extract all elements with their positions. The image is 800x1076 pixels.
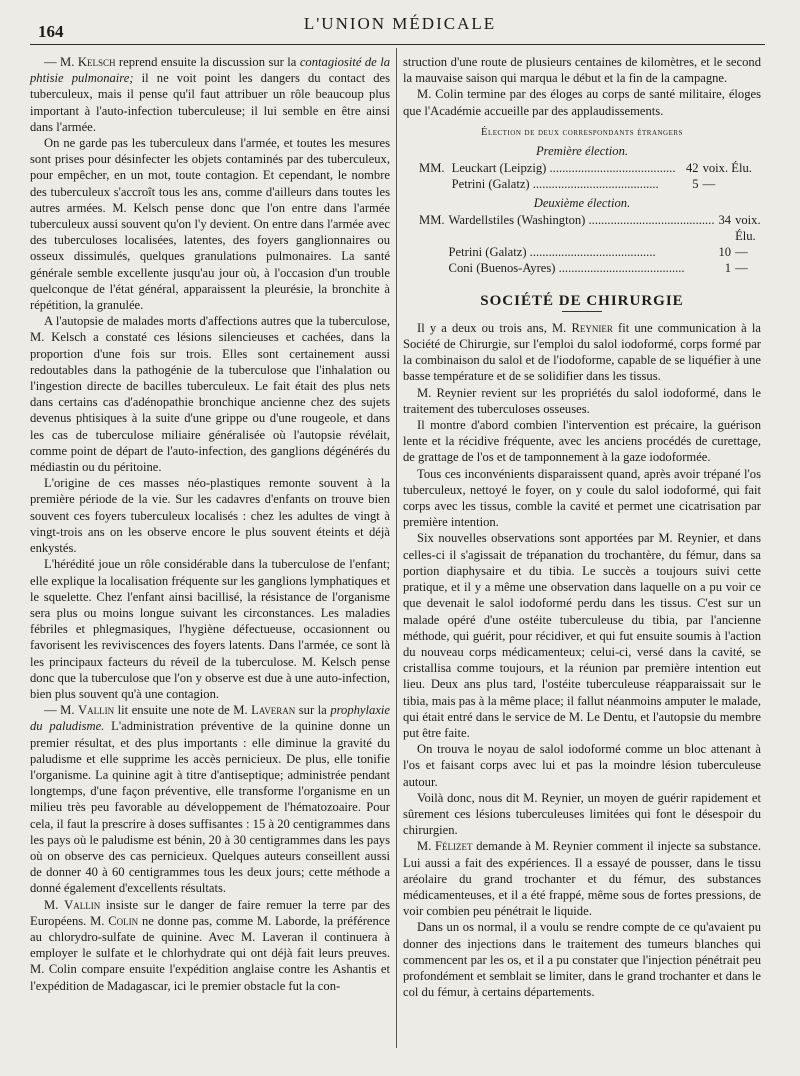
paragraph: Il montre d'abord combien l'intervention est précaire, la guérison lente et la récidive fréquente, avec les anciens procédés de curettage, de grattage de l'os et de tamponnement à la gaze iodoformée. [403,418,761,465]
election-heading: Élection de deux correspondants étrangers [481,126,683,138]
paragraph: Dans un os normal, il a voulu se rendre compte de ce qu'avaient pu donner des injections dans le traitement des tumeurs blanches qui commencent par les os, et il a pu constater que l'injection pénétrait peu profondément et semblait se limiter, dans le grand trochanter et dans le col du fémur, à certains départements. [403,920,761,1000]
column-divider [396,48,397,1048]
election-results-table [417,160,761,192]
election-row: Petrini (Galatz) ..... 10 — [417,244,763,260]
section-rule [562,311,602,312]
election-row: MM. Wardellstiles (Washington) ..... 34 voix. Élu. [417,212,763,244]
paragraph-felizet: M. Félizet demande à M. Reynier comment il injecte sa substance. Lui aussi a fait des expériences. Il a essayé de pousser, dans le tissu aréolaire du grand trochanter et du fémur, des substances médicamenteuses, et il a été frappé, même sous de fortes pressions, de voir combien peu pénétrait le liquide. [403,839,762,919]
paragraph-continued: struction d'une route de plusieurs centaines de kilomètres, et le second la mauvaise saison qui marqua le début et la fin de la campagne. [403,55,761,86]
election-round-title: Deuxième élection. [533,195,631,210]
paragraph-kelsch-intro: — M. Kelsch reprend ensuite la discussion sur la contagiosité de la phtisie pulmonaire; il ne voit point les dangers du contact des tuberculeux, mais il pense qu'il faut attribuer un rôle beaucoup plus important à l'auto-infection tuberculeuse; il lui semble en être ainsi dans l'armée. [30,55,390,134]
election-row: Coni (Buenos-Ayres) ..... 1 — [417,260,763,276]
paragraph: On ne garde pas les tuberculeux dans l'armée, et toutes les mesures sont prises pour désinfecter les objets contaminés par des tuberculeux, pour empêcher, en un mot, toute contagion. Et cependant, le nombre des tuberculeux s'accroît tous les ans, comme d'ailleurs dans toutes les autres armées. M. Kelsch pense donc que l'on entre dans l'armée tuberculeux aussi souvent qu'on l'y devient. On entre dans l'armée avec des tuberculoses localisées, latentes, des foyers ganglionnaires ou osseux dissimulés, quelques granulations pulmonaires. La santé générale semble excellente jusqu'au jour où, à l'occasion d'un trouble quelconque de l'état général, apparaissent la pleurésie, la bronchite à répétition, la granulée. [30,136,390,313]
election-row: Petrini (Galatz) ..... 5 — [417,176,761,192]
right-column [403,54,761,1000]
section-title: SOCIÉTÉ DE CHIRURGIE [480,292,684,309]
paragraph: Voilà donc, nous dit M. Reynier, un moyen de guérir rapidement et sûrement ces lésions tuberculeuses limitées qui font le désespoir du chirurgien. [403,790,761,838]
journal-title: L'UNION MÉDICALE [303,14,497,33]
paragraph: Six nouvelles observations sont apportées par M. Reynier, et dans celles-ci il s'agissait de trépanation du trochantère, du fémur, dans sa portion diaphysaire et du tibia. Le succès a toujours suivi cette pratique, et il y a même une observation dans laquelle on a pu voir ce que devenait le salol iodoformé perdu dans les tissus. C'est sur un malade opéré d'une ostéite tuberculeuse du tibia, par l'ancienne méthode, qui guérit, pour récidiver, et qui fut ensuite soumis à l'action du nouveau corps médicamenteux; celui-ci, versé dans la cavité, se cristallisa comme toujours, et la réunion par première intention eut lieu. Deux ans plus tard, l'ostéite tuberculeuse réapparaissait sur le tibia, mais pas à la même place; il fallut néanmoins amputer le malade, qui était entré dans le service de M. Le Dentu, et l'autopsie du membre put être faite. [403,531,761,740]
election-round-title: Première élection. [535,144,629,159]
paragraph-vallin-insiste: M. Vallin insiste sur le danger de faire remuer la terre par des Européens. M. Colin ne donne pas, comme M. Laborde, la préférence au chlorydro-sulfate de quinine. Avec M. Laveran il continuera à employer le sulfate et le chlorhydrate qui ont déjà fait leurs preuves. M. Colin compare ensuite l'expédition anglaise contre les Ashantis et l'expédition de Madagascar, ici le premier obstacle fut la con- [30,897,391,993]
page-number: 164 [38,22,64,41]
paragraph: M. Reynier revient sur les propriétés du salol iodoformé, dans le traitement des tuberculoses osseuses. [403,385,761,416]
paragraph: A l'autopsie de malades morts d'affections autres que la tuberculose, M. Kelsch a constaté ces lésions silencieuses et cachées, dans la proportion d'une fois sur trois. Elles sont certainement aussi redoutables dans la pathogénie de la tuberculose que l'inhalation ou l'ingestion directe de bacilles tuberculeux. Le fait était des plus nets dans certains cas d'adénopathie bronchique ancienne chez des sujets devenus phtisiques à la suite d'une grippe ou d'une rougeole, et dans les cas de tuberculose miliaire généralisée où l'autopsie révélait, comme point de départ de l'auto-infection, des ganglions dégénérés du médiastin ou du péritoine. [30,314,390,475]
paragraph-vallin-note: — M. Vallin lit ensuite une note de M. Laveran sur la prophylaxie du paludisme. L'administration préventive de la quinine donne un premier résultat, et des plus importants : elle diminue la gravité du paludisme et elle supprime les accès pernicieux. De plus, elle tonifie l'organisme. La quinine agit à titre d'antiseptique; administrée pendant longtemps, d'une façon préventive, elle transforme l'organisme en un milieu très peu favorable au développement de l'hématozoaire. Pour cela, il faut la prescrire à doses suffisantes : 15 à 20 centigrammes dans les pays où le paludisme est bénin, 20 à 30 centigrammes dans les pays où on observe des cas pernicieux. Quelques auteurs conseillent aussi de donner 40 à 60 centigrammes tous les deux jours; cette méthode a donné également d'excellents résultats. [30,703,390,896]
left-column [30,54,390,994]
paragraph: L'origine de ces masses néo-plastiques remonte souvent à la première période de la vie. Sur les cadavres d'enfants on trouve bien souvent ces foyers tuberculeux localisés : chez les adultes de vingt à vingt-trois ans on les observe encore le plus souvent éteints et déjà enkystés. [30,476,390,556]
election-row: MM. Leuckart (Leipzig) ..... 42 voix. Élu. [417,160,761,176]
paragraph: M. Colin termine par des éloges au corps de santé militaire, éloges que l'Académie accueille par des applaudissements. [403,87,761,118]
paragraph: L'hérédité joue un rôle considérable dans la tuberculose de l'enfant; elle explique la localisation fréquente sur les ganglions lymphatiques et le squelette. Chez l'enfant ainsi bacillisé, la résistance de l'organisme sera plus ou moins longue suivant les circonstances. Les maladies fébriles et phlegmasiques, l'hygiène défectueuse, occasionnent ou favorisent les reviviscences des foyers latents. Dans l'armée, ce sont là les principaux facteurs du réveil de la tuberculose. M. Kelsch pense donc que la tuberculose que l'on y observe est due à une auto-infection, bien plus souvent qu'à une contagion. [30,557,390,701]
election-results-table [417,212,763,277]
paragraph: Tous ces inconvénients disparaissent quand, après avoir trépané l'os tuberculeux, nettoyé le foyer, on y coule du salol iodoformé, qui fait corps avec les tissus, comble la cavité et permet une cicatrisation par première intention. [403,466,761,530]
paragraph: On trouva le noyau de salol iodoformé comme un bloc attenant à l'os et faisant corps avec lui et pas la moindre lésion tuberculeuse autour. [403,742,761,789]
paragraph-reynier-intro: Il y a deux ou trois ans, M. Reynier fit une communication à la Société de Chirurgie, sur l'emploi du salol iodoformé, corps formé par la combinaison du salol et de l'iodoforme, capable de se liquéfier à une basse température et de se solidifier dans les tissus. [403,320,762,384]
header-rule [30,44,765,45]
